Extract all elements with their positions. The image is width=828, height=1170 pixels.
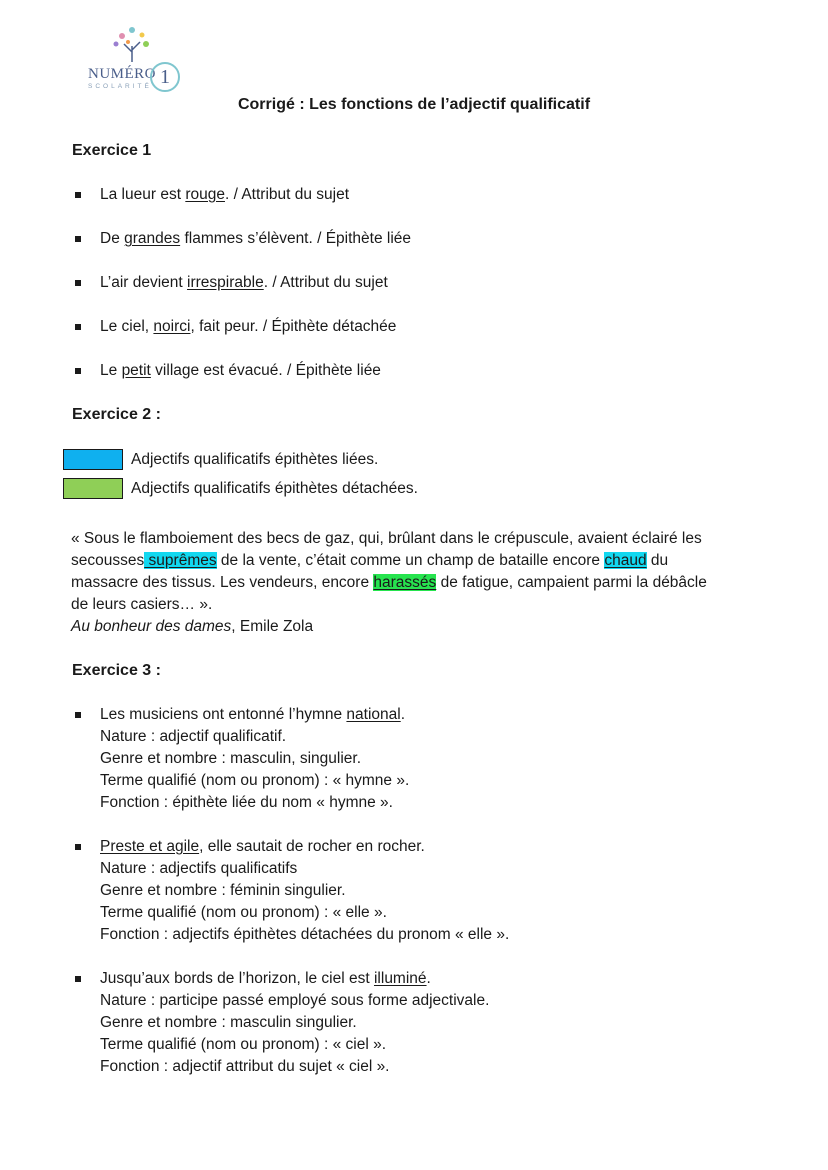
adjective: noirci — [153, 318, 191, 335]
adjective: grandes — [124, 230, 181, 247]
item-genre: Genre et nombre : féminin singulier. — [100, 882, 346, 899]
logo — [84, 22, 180, 102]
item-fonction: Fonction : adjectifs épithètes détachées du pronom « elle ». — [100, 926, 510, 943]
exercise-1-heading: Exercice 1 — [72, 142, 152, 159]
bullet-icon — [75, 192, 81, 198]
item-terme: Terme qualifié (nom ou pronom) : « ciel ». — [100, 1036, 387, 1053]
exercise-3-item: Preste et agile, elle sautait de rocher en rocher. — [100, 838, 425, 855]
exercise-2-heading: Exercice 2 : — [72, 406, 161, 423]
quote-source: Au bonheur des dames, Emile Zola — [71, 618, 314, 635]
bullet-icon — [75, 976, 81, 982]
item-nature: Nature : participe passé employé sous forme adjectivale. — [100, 992, 490, 1009]
bullet-icon — [75, 844, 81, 850]
exercise-3-item: Jusqu’aux bords de l’horizon, le ciel est illuminé. — [100, 970, 431, 987]
bullet-icon — [75, 324, 81, 330]
bullet-icon — [75, 236, 81, 242]
logo-subtitle: SCOLARITÉ — [88, 83, 152, 90]
item-nature: Nature : adjectifs qualificatifs — [100, 860, 298, 877]
highlight-epithete-liee: chaud — [604, 552, 647, 569]
adjective: Preste et agile — [100, 838, 200, 855]
bullet-icon — [75, 368, 81, 374]
item-terme: Terme qualifié (nom ou pronom) : « elle ». — [100, 904, 387, 921]
quote-line: de leurs casiers… ». — [71, 596, 213, 613]
item-nature: Nature : adjectif qualificatif. — [100, 728, 287, 745]
exercise-1-item: Le petit village est évacué. / Épithète liée — [100, 362, 381, 379]
logo-number: 1 — [150, 62, 180, 92]
item-genre: Genre et nombre : masculin singulier. — [100, 1014, 357, 1031]
exercise-3-item: Les musiciens ont entonné l’hymne national. — [100, 706, 406, 723]
quote-line: secousses suprêmes de la vente, c’était comme un champ de bataille encore chaud du — [71, 552, 669, 569]
highlight-epithete-detachee: harassés — [373, 574, 437, 591]
legend-swatch-green — [63, 478, 123, 499]
exercise-1-item: L’air devient irrespirable. / Attribut du sujet — [100, 274, 388, 291]
item-fonction: Fonction : adjectif attribut du sujet « ciel ». — [100, 1058, 390, 1075]
bullet-icon — [75, 712, 81, 718]
exercise-1-item: Le ciel, noirci, fait peur. / Épithète détachée — [100, 318, 397, 335]
legend-swatch-blue — [63, 449, 123, 470]
quote-line: massacre des tissus. Les vendeurs, encore harassés de fatigue, campaient parmi la débâcle — [71, 574, 707, 591]
highlight-epithete-liee: suprêmes — [144, 552, 217, 569]
adjective: rouge — [185, 186, 225, 203]
exercise-1-item: La lueur est rouge. / Attribut du sujet — [100, 186, 350, 203]
legend-label: Adjectifs qualificatifs épithètes détachées. — [131, 480, 418, 497]
adjective: national — [346, 706, 401, 723]
page-title: Corrigé : Les fonctions de l’adjectif qualificatif — [237, 96, 591, 113]
bullet-icon — [75, 280, 81, 286]
adjective: illuminé — [373, 970, 427, 987]
legend-label: Adjectifs qualificatifs épithètes liées. — [131, 451, 379, 468]
work-title: Au bonheur des dames — [71, 618, 232, 635]
item-genre: Genre et nombre : masculin, singulier. — [100, 750, 362, 767]
item-terme: Terme qualifié (nom ou pronom) : « hymne ». — [100, 772, 410, 789]
logo-graphic — [84, 22, 180, 66]
logo-name: NUMÉRO — [88, 66, 157, 82]
exercise-1-item: De grandes flammes s’élèvent. / Épithète liée — [100, 230, 412, 247]
exercise-3-heading: Exercice 3 : — [72, 662, 161, 679]
adjective: irrespirable — [187, 274, 264, 291]
adjective: petit — [121, 362, 151, 379]
item-fonction: Fonction : épithète liée du nom « hymne ». — [100, 794, 393, 811]
quote-line: « Sous le flamboiement des becs de gaz, qui, brûlant dans le crépuscule, avaient éclairé les — [71, 530, 702, 547]
